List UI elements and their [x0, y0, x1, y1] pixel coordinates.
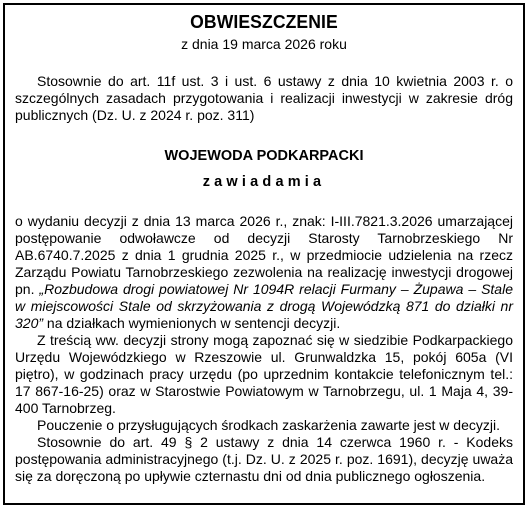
announcement-notice [3, 3, 525, 505]
legal-basis-paragraph: Stosownie do art. 11f ust. 3 i ust. 6 ustawy z dnia 10 kwietnia 2003 r. o szczególnych zasadach przygotowania i realizacji inwestycji w zakresie dróg publicznych (Dz. U. z 2024 r. poz. 311) [15, 73, 513, 123]
issuing-authority: WOJEWODA PODKARPACKI [164, 148, 364, 164]
announces-heading: zawiadamia [202, 174, 326, 190]
notice-date: z dnia 19 marca 2026 roku [181, 36, 347, 52]
decision-text-end: na działkach wymienionych w sentencji decyzji. [43, 315, 341, 331]
inspection-paragraph: Z treścią ww. decyzji strony mogą zapoznać się w siedzibie Podkarpackiego Urzędu Wojewódzkiego w Rzeszowie ul. Grunwaldzka 15, pokój 605a (VI piętro), w godzinach pracy urzędu (po uprzednim kontakcie telefonicznym tel.: 17 867-16-25) oraz w Starostwie Powiatowym w Tarnobrzegu, ul. 1 Maja 4, 39-400 Tarnobrzeg. [15, 332, 513, 416]
decision-text: o wydaniu decyzji z dnia 13 marca 2026 r., znak: I-III.7821.3.2026 umarzającej postępowanie odwoławcze od decyzji Starosty Tarnobrzeskiego Nr AB.6740.7.2025 z dnia 1 grudnia 2025 r., w przedmiocie udzielenia na rzecz Zarządu Powiatu Tarnobrzeskiego zezwolenia na realizację inwestycji drogowej pn. [15, 213, 513, 297]
delivery-paragraph: Stosownie do art. 49 § 2 ustawy z dnia 14 czerwca 1960 r. - Kodeks postępowania administracyjnego (t.j. Dz. U. z 2025 r. poz. 1691), decyzję uważa się za doręczoną po upływie czternastu dni od dnia publicznego ogłoszenia. [15, 434, 513, 484]
notice-title: OBWIESZCZENIE [190, 11, 338, 32]
investment-name: „Rozbudowa drogi powiatowej Nr 1094R relacji Furmany – Żupawa – Stale w miejscowości Stale od skrzyżowania z drogą Wojewódzką 871 do działki nr 320” [15, 281, 513, 331]
decision-paragraph [15, 213, 513, 332]
remedies-paragraph: Pouczenie o przysługujących środkach zaskarżenia zawarte jest w decyzji. [37, 417, 500, 433]
